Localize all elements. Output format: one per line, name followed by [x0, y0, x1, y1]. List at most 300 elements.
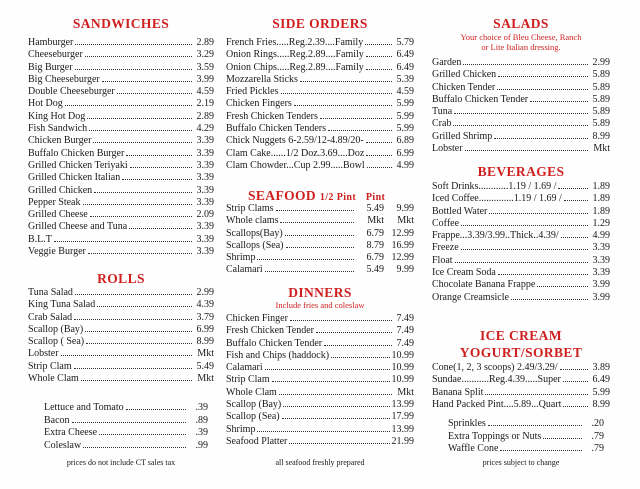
menu-item — [226, 264, 414, 276]
item-name: Fish Sandwich — [28, 123, 88, 135]
seafood-half-pint-label: 1/2 Pint — [319, 192, 357, 203]
item-name: Grilled Chicken Teriyaki — [28, 159, 128, 171]
dot-leader — [498, 274, 588, 275]
sandwiches-heading: SANDWICHES — [72, 16, 170, 31]
yogurt-sorbet-heading: YOGURT/SORBET — [459, 345, 583, 360]
item-price: 4.59 — [396, 86, 414, 98]
item-name: Calamari — [226, 264, 263, 276]
half-pint-price: 5.49 — [366, 203, 384, 214]
dot-leader — [75, 294, 192, 295]
dot-leader — [500, 450, 582, 451]
item-price: 8.99 — [592, 130, 610, 142]
menu-item — [28, 49, 214, 61]
item-name: Scallops (Sea) — [226, 239, 284, 251]
dot-leader — [265, 369, 390, 370]
item-name: Lobster — [28, 348, 59, 360]
item-price: 21.99 — [391, 435, 414, 447]
dot-leader — [290, 320, 392, 321]
menu-item — [226, 135, 414, 147]
item-name: Scallop (Bay) — [28, 323, 84, 335]
extra-item — [448, 443, 604, 456]
menu-item — [226, 240, 414, 252]
dot-leader — [331, 357, 389, 358]
item-name: Bacon — [44, 414, 70, 426]
item-price: 3.39 — [196, 172, 214, 184]
item-name: Ice Cream Soda — [432, 267, 496, 279]
menu-item — [432, 230, 610, 242]
item-price: 3.99 — [196, 73, 214, 85]
dot-leader — [289, 443, 389, 444]
item-price: 6.49 — [396, 61, 414, 73]
seafood-heading — [248, 188, 436, 204]
item-price: 3.59 — [196, 61, 214, 73]
item-price: 3.39 — [196, 196, 214, 208]
item-name: Fresh Chicken Tender — [226, 325, 314, 337]
item-name: Buffalo Chicken Tender — [226, 337, 323, 349]
item-name: Scallops(Bay) — [226, 227, 283, 239]
price-change-note: prices subject to change — [482, 458, 560, 467]
dot-leader — [74, 319, 192, 320]
dot-leader — [83, 204, 193, 205]
item-name: Chicken Burger — [28, 135, 92, 147]
dot-leader — [75, 44, 192, 45]
item-price: 2.89 — [196, 37, 214, 48]
item-price: 7.49 — [396, 313, 414, 324]
item-price: 7.49 — [396, 337, 414, 349]
dot-leader — [257, 259, 354, 260]
dot-leader — [286, 247, 355, 248]
item-name: Mozzarella Sticks — [226, 73, 298, 85]
item-price: 2.19 — [196, 98, 214, 110]
sandwiches-list — [28, 37, 214, 258]
item-price: 5.99 — [396, 110, 414, 122]
item-name: Coleslaw — [44, 439, 82, 451]
item-name: Cone(1, 2, 3 scoops) 2.49/3.29/ — [432, 362, 558, 373]
item-price: 3.29 — [196, 49, 214, 61]
item-price: 6.99 — [196, 323, 214, 335]
menu-item — [28, 336, 214, 348]
item-price: 3.39 — [196, 147, 214, 159]
pint-price: 16.99 — [391, 239, 414, 251]
item-name: Scallop (Bay) — [226, 399, 282, 411]
item-name: Tuna — [432, 106, 453, 118]
dinners-list — [226, 313, 414, 448]
item-price: 2.09 — [196, 209, 214, 221]
dot-leader — [117, 93, 192, 94]
menu-item — [432, 218, 610, 230]
menu-item — [28, 74, 214, 86]
item-name: Garden — [432, 57, 462, 68]
item-name: Chicken Finger — [226, 313, 288, 324]
item-price: 5.79 — [396, 37, 414, 48]
item-name: Clam Cake......1/2 Doz.3.69....Doz — [226, 147, 365, 159]
dot-leader — [498, 76, 588, 77]
item-price: 5.99 — [592, 386, 610, 398]
pint-price: 12.99 — [391, 252, 414, 264]
extra-item — [44, 440, 208, 453]
item-price: 5.89 — [592, 81, 610, 93]
extra-item — [448, 431, 604, 444]
menu-item — [432, 242, 610, 254]
item-name: Fish and Chips (haddock) — [226, 349, 330, 361]
item-name: Sundae...........Reg.4.39.....Super — [432, 374, 561, 386]
item-name: Waffle Cone — [448, 443, 499, 455]
item-price: 6.49 — [592, 374, 610, 386]
item-name: Big Cheeseburger — [28, 73, 100, 85]
item-price: Mkt — [197, 373, 214, 385]
dot-leader — [494, 138, 588, 139]
dot-leader — [558, 188, 588, 189]
item-name: King Hot Dog — [28, 110, 86, 122]
item-price: 5.89 — [592, 93, 610, 105]
item-name: Extra Cheese — [44, 427, 98, 439]
item-name: Banana Split — [432, 386, 484, 398]
menu-item — [226, 49, 414, 61]
item-name: Grilled Chicken — [432, 69, 497, 81]
dot-leader — [97, 306, 192, 307]
dot-leader — [89, 130, 192, 131]
item-name: Float — [432, 254, 453, 266]
dot-leader — [75, 69, 192, 70]
item-name: French Fries.....Reg.2.39....Family — [226, 37, 364, 48]
salads-list — [432, 57, 610, 155]
item-price: 3.79 — [196, 311, 214, 323]
seafood-list — [226, 203, 414, 277]
menu-item — [28, 299, 214, 311]
dot-leader — [126, 409, 186, 410]
dot-leader — [90, 216, 192, 217]
dot-leader — [87, 118, 192, 119]
dot-leader — [129, 228, 192, 229]
menu-item — [226, 252, 414, 264]
item-price: 5.89 — [592, 106, 610, 118]
dot-leader — [61, 355, 192, 356]
item-name: Grilled Cheese and Tuna — [28, 221, 128, 233]
item-price: 5.99 — [396, 98, 414, 110]
menu-item — [226, 111, 414, 123]
item-price: .89 — [195, 414, 208, 426]
menu-item — [28, 373, 214, 385]
dot-leader — [543, 438, 582, 439]
dot-leader — [83, 447, 186, 448]
ice-cream-list — [432, 362, 610, 411]
menu-item — [432, 82, 610, 94]
menu-item — [28, 234, 214, 246]
dot-leader — [279, 394, 392, 395]
item-price: .20 — [591, 418, 604, 429]
menu-item — [226, 436, 414, 448]
menu-item — [226, 228, 414, 240]
item-name: Whole Clam — [226, 386, 277, 398]
item-name: Crab Salad — [28, 311, 73, 323]
menu-item — [226, 37, 414, 49]
seafood-note: all seafood freshly prepared — [275, 458, 365, 467]
item-name: Grilled Chicken — [28, 184, 93, 196]
half-pint-price: 8.79 — [366, 239, 384, 251]
item-name: Orange Creamsicle — [432, 291, 509, 303]
menu-item — [226, 160, 414, 172]
extra-item — [44, 427, 208, 440]
dinners-heading: DINNERS — [288, 285, 352, 300]
item-price: .99 — [195, 439, 208, 451]
menu-item — [432, 292, 610, 304]
menu-item — [226, 62, 414, 74]
item-price: 1.89 — [592, 181, 610, 192]
menu-item — [226, 424, 414, 436]
item-name: Coffee — [432, 217, 460, 229]
half-pint-price: 6.79 — [366, 227, 384, 239]
item-price: 8.99 — [592, 398, 610, 410]
menu-item — [28, 324, 214, 336]
menu-item — [28, 221, 214, 233]
item-name: Chick Nuggets 6-2.59/12-4.89/20- — [226, 135, 364, 147]
menu-item — [432, 69, 610, 81]
item-price: 3.39 — [592, 267, 610, 279]
item-price: 3.39 — [196, 221, 214, 233]
menu-item — [226, 411, 414, 423]
dot-leader — [300, 81, 392, 82]
menu-item — [226, 148, 414, 160]
item-name: Freeze — [432, 242, 459, 254]
menu-item — [28, 312, 214, 324]
item-price: 10.99 — [391, 362, 414, 374]
seafood-title: SEAFOOD — [248, 188, 317, 203]
item-price: 3.89 — [592, 362, 610, 373]
dot-leader — [497, 89, 588, 90]
item-name: Chicken Tender — [432, 81, 496, 93]
menu-item — [432, 279, 610, 291]
dot-leader — [72, 422, 186, 423]
dot-leader — [366, 56, 392, 57]
dot-leader — [102, 81, 192, 82]
dot-leader — [564, 200, 588, 201]
item-price: 4.59 — [196, 86, 214, 98]
item-name: B.L.T — [28, 233, 52, 245]
dot-leader — [453, 125, 588, 126]
item-price: 10.99 — [391, 374, 414, 386]
dot-leader — [366, 69, 392, 70]
rolls-heading: ROLLS — [97, 271, 145, 286]
half-pint-price: 5.49 — [366, 264, 384, 276]
item-name: Hand Packed Pint....5.89...Quart — [432, 398, 562, 410]
half-pint-price: Mkt — [367, 215, 384, 227]
dot-leader — [465, 150, 588, 151]
salads-heading: SALADS — [493, 16, 549, 31]
item-price: 6.89 — [396, 135, 414, 147]
menu-item — [226, 203, 414, 215]
menu-item — [226, 98, 414, 110]
beverages-heading: BEVERAGES — [477, 164, 565, 179]
dot-leader — [511, 299, 588, 300]
menu-item — [432, 374, 610, 386]
menu-item — [226, 123, 414, 135]
item-name: Fried Pickles — [226, 86, 279, 98]
item-price: 6.99 — [396, 147, 414, 159]
item-price: 10.99 — [391, 349, 414, 361]
item-price: 1.89 — [592, 193, 610, 205]
item-name: Grilled Shrimp — [432, 130, 493, 142]
item-name: Onion Chips.....Reg.2.89....Family — [226, 61, 364, 73]
ice-cream-extras-list — [432, 418, 610, 456]
item-name: Crab — [432, 118, 452, 130]
item-name: Strip Clam — [28, 360, 72, 372]
pint-price: 9.99 — [396, 264, 414, 276]
menu-item — [226, 74, 414, 86]
dot-leader — [85, 331, 192, 332]
item-price: Mkt — [397, 386, 414, 398]
item-price: 4.29 — [196, 123, 214, 135]
menu-item — [28, 135, 214, 147]
salads-subtitle-line1: Your choice of Bleu Cheese, Ranch — [460, 32, 582, 42]
item-name: Grilled Cheese — [28, 209, 88, 221]
item-name: Soft Drinks............1.19 / 1.69 / — [432, 181, 557, 192]
item-price: 3.39 — [196, 135, 214, 147]
menu-item — [226, 387, 414, 399]
item-name: Lobster — [432, 143, 463, 155]
item-name: Scallop (Sea) — [226, 411, 280, 423]
item-name: Whole clams — [226, 215, 279, 227]
item-price: 17.99 — [391, 411, 414, 423]
dot-leader — [294, 105, 392, 106]
item-name: Hamburger — [28, 37, 74, 48]
dot-leader — [561, 237, 588, 238]
item-name: Calamari — [226, 362, 263, 374]
dot-leader — [280, 222, 354, 223]
dot-leader — [366, 155, 392, 156]
dot-leader — [81, 380, 192, 381]
item-price: 5.99 — [396, 123, 414, 135]
dot-leader — [485, 394, 588, 395]
menu-item — [432, 118, 610, 130]
item-name: Chocolate Banana Frappe — [432, 279, 536, 291]
dot-leader — [560, 369, 588, 370]
half-pint-price: 6.79 — [366, 252, 384, 264]
menu-item — [432, 267, 610, 279]
item-name: Grilled Chicken Italian — [28, 172, 121, 184]
menu-item — [432, 94, 610, 106]
item-price: 13.99 — [391, 423, 414, 435]
dot-leader — [461, 249, 588, 250]
dot-leader — [489, 213, 588, 214]
menu-item — [432, 387, 610, 399]
item-name: Strip Clam — [226, 374, 270, 386]
item-name: Clam Chowder...Cup 2.99.....Bowl — [226, 159, 365, 171]
dot-leader — [285, 235, 354, 236]
dot-leader — [281, 93, 393, 94]
menu-item — [28, 287, 214, 299]
side-orders-list — [226, 37, 414, 172]
item-name: Scallop ( Sea) — [28, 336, 85, 348]
pint-price: 12.99 — [391, 227, 414, 239]
side-orders-heading: SIDE ORDERS — [272, 16, 368, 31]
menu-item — [432, 143, 610, 155]
item-name: Iced Coffee..............1.19 / 1.69 / — [432, 193, 562, 205]
menu-item — [28, 123, 214, 135]
item-name: Double Cheeseburger — [28, 86, 115, 98]
item-name: Buffalo Chicken Burger — [28, 147, 125, 159]
item-price: 3.39 — [196, 184, 214, 196]
ice-cream-heading: ICE CREAM — [480, 328, 562, 343]
dot-leader — [324, 345, 392, 346]
item-price: 3.39 — [196, 159, 214, 171]
dot-leader — [366, 142, 392, 143]
menu-item — [432, 181, 610, 193]
dot-leader — [563, 381, 588, 382]
dot-leader — [276, 210, 354, 211]
dot-leader — [563, 406, 588, 407]
dot-leader — [328, 130, 392, 131]
dot-leader — [265, 271, 354, 272]
item-price: 2.89 — [196, 110, 214, 122]
menu-item — [432, 57, 610, 69]
item-name: Fresh Chicken Tenders — [226, 110, 318, 122]
menu-item — [28, 246, 214, 258]
item-price: 4.39 — [196, 299, 214, 311]
pint-price: Mkt — [397, 215, 414, 227]
dinners-subtitle: Include fries and coleslaw — [275, 300, 365, 310]
menu-item — [226, 350, 414, 362]
item-name: Shrimp — [226, 252, 256, 264]
menu-item — [226, 313, 414, 325]
menu-item — [432, 362, 610, 374]
menu-item — [28, 160, 214, 172]
item-price: 1.89 — [592, 205, 610, 217]
item-name: Sprinkles — [448, 418, 486, 429]
dot-leader — [488, 425, 582, 426]
rolls-list — [28, 287, 214, 385]
dot-leader — [85, 56, 192, 57]
item-name: Tuna Salad — [28, 287, 73, 298]
item-price: 7.49 — [396, 325, 414, 337]
menu-item — [28, 62, 214, 74]
dot-leader — [320, 118, 392, 119]
menu-item — [226, 362, 414, 374]
item-name: Strip Clams — [226, 203, 274, 214]
item-price: 4.99 — [592, 230, 610, 242]
menu-item — [432, 193, 610, 205]
dot-leader — [65, 105, 192, 106]
menu-item — [432, 106, 610, 118]
menu-item — [432, 206, 610, 218]
item-price: 13.99 — [391, 399, 414, 411]
menu-item — [432, 255, 610, 267]
dot-leader — [126, 155, 192, 156]
dot-leader — [74, 368, 192, 369]
menu-item — [28, 361, 214, 373]
item-price: 2.99 — [592, 57, 610, 68]
pint-price: 9.99 — [396, 203, 414, 214]
dot-leader — [93, 142, 192, 143]
item-name: Veggie Burger — [28, 246, 86, 258]
menu-item — [28, 172, 214, 184]
menu-item — [28, 111, 214, 123]
item-name: Chicken Fingers — [226, 98, 292, 110]
menu-item — [226, 399, 414, 411]
dot-leader — [282, 418, 390, 419]
item-name: Lettuce and Tomato — [44, 402, 124, 413]
item-price: 8.99 — [196, 336, 214, 348]
item-price: .39 — [195, 427, 208, 439]
dot-leader — [367, 167, 392, 168]
extra-item — [44, 415, 208, 428]
item-price: .39 — [195, 402, 208, 413]
dot-leader — [454, 113, 588, 114]
dot-leader — [537, 286, 588, 287]
item-price: 5.49 — [196, 360, 214, 372]
dot-leader — [316, 332, 392, 333]
extra-item — [448, 418, 604, 431]
dot-leader — [122, 179, 192, 180]
